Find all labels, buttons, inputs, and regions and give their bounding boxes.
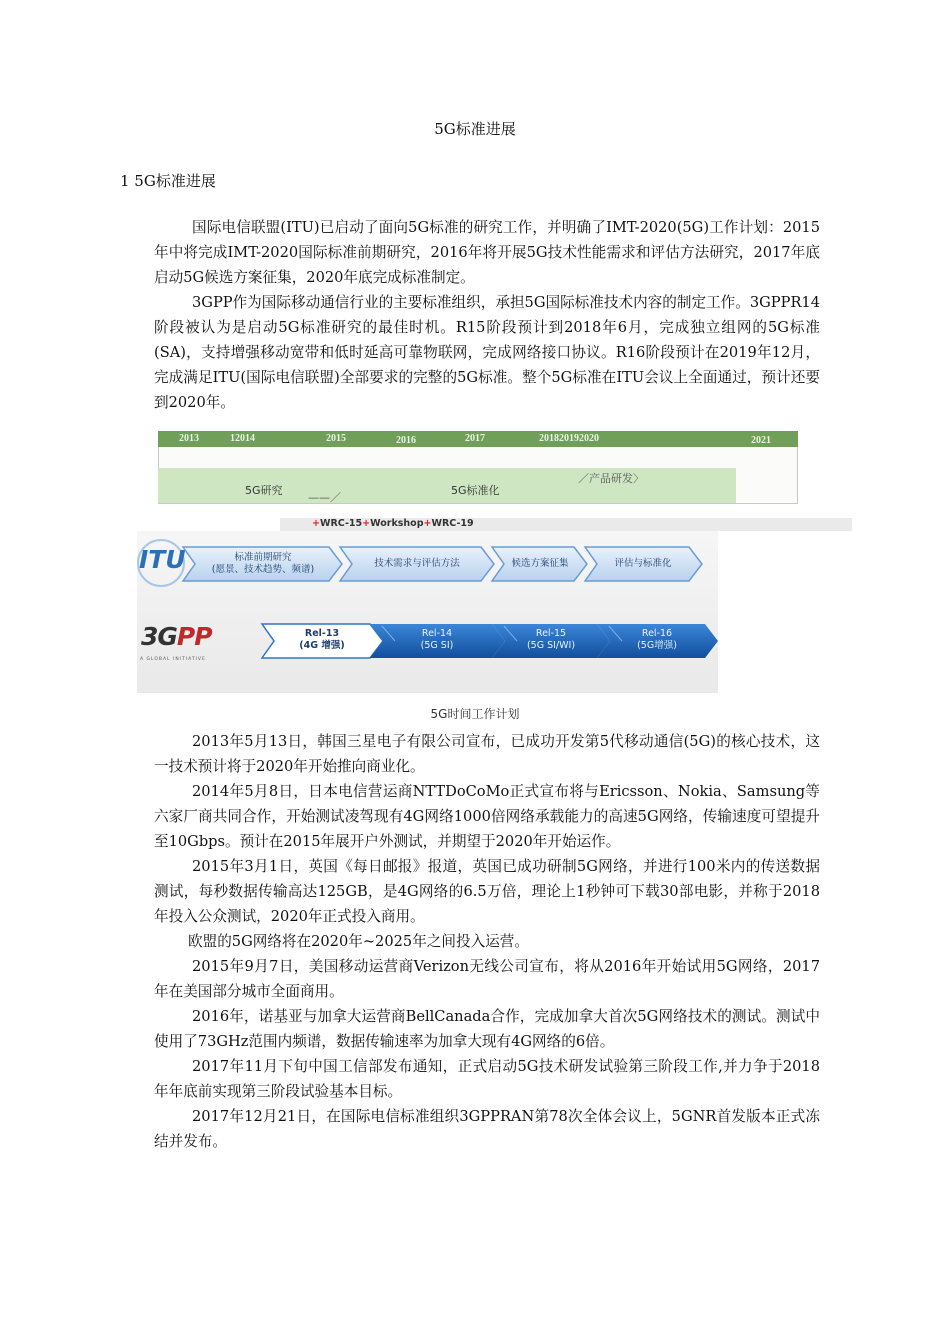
- paragraph-uk: 2015年3月1日，英国《每日邮报》报道，英国已成功研制5G网络，并进行100米内的传送数据测试，每秒数据传输高达125GB，是4G网络的6.5万倍，理论上1秒钟可下载30部电影，并称于2018年投入公众测试，2020年正式投入商用。: [154, 858, 820, 925]
- release-3-subtitle: (5G SI/WI): [526, 640, 576, 651]
- timeline-year: 2021: [751, 435, 771, 446]
- timeline-year: 201820192020: [539, 433, 599, 444]
- release-2-subtitle: (5G SI): [420, 640, 454, 651]
- timeline-figure: [158, 431, 798, 506]
- release-3-label: [505, 628, 597, 652]
- phase-research-label: 5G研究: [245, 484, 283, 497]
- phase-product-label: ／产品研发〉: [578, 472, 644, 485]
- paragraph-eu: 欧盟的5G网络将在2020年~2025年之间投入运营。: [188, 933, 529, 950]
- release-2-title: Rel-14: [421, 628, 453, 639]
- itu-logo: ITU: [139, 545, 186, 574]
- itu-stage-1-title: 标准前期研究: [234, 552, 292, 563]
- paragraph-nokia: 2016年，诺基亚与加拿大运营商BellCanada合作，完成加拿大首次5G网络技术的测试。测试中使用了73GHz范围内频谱，数据传输速率为加拿大现有4G网络的6倍。: [154, 1008, 820, 1050]
- paragraph-miit: 2017年11月下旬中国工信部发布通知，正式启动5G技术研发试验第三阶段工作,并力争于2018年年底前实现第三阶段试验基本目标。: [154, 1058, 820, 1100]
- timeline-year: 12014: [230, 433, 255, 444]
- release-2-label: [385, 628, 489, 652]
- release-1-label: [274, 628, 370, 652]
- phase-standardization-label: 5G标准化: [451, 484, 500, 497]
- history-text-block: [154, 729, 820, 1154]
- timeline-year: 2017: [465, 433, 485, 444]
- itu-stage-2-label: 技术需求与评估方法: [374, 558, 460, 569]
- wrc-strip: [280, 518, 852, 531]
- workshop-label: Workshop: [370, 518, 424, 529]
- paragraph-3gpp-nr: 2017年12月21日，在国际电信标准组织3GPPRAN第78次全体会议上，5GNR首发版本正式冻结并发布。: [154, 1108, 820, 1150]
- itu-stage-1-label: [199, 552, 327, 576]
- 3gpp-logo-pp: PP: [176, 622, 212, 651]
- timeline-year: 2013: [179, 433, 199, 444]
- itu-stage-1-subtitle: (愿景、技术趋势、频谱): [211, 564, 315, 575]
- timeline-year: 2016: [396, 435, 416, 446]
- paragraph-3gpp: 3GPP作为国际移动通信行业的主要标准组织，承担5G国际标准技术内容的制定工作。3GPPR14阶段被认为是启动5G标准研究的最佳时机。R15阶段预计到2018年6月，完成独立组网的5G标准(SA)，支持增强移动宽带和低时延高可靠物联网，完成网络接口协议。R16阶段预计在2019年12月，完成满足ITU(国际电信联盟)全部要求的完整的5G标准。整个5G标准在ITU会议上全面通过，预计还要到2020年。: [154, 294, 820, 411]
- phase-separator: ——／: [308, 491, 341, 504]
- itu-3gpp-diagram: [137, 531, 718, 693]
- release-3-title: Rel-15: [535, 628, 567, 639]
- paragraph-itu-plan: 国际电信联盟(ITU)已启动了面向5G标准的研究工作，并明确了IMT-2020(5G)工作计划：2015年中将完成IMT-2020国际标准前期研究，2016年将开展5G技术性能需求和评估方法研究，2017年底启动5G候选方案征集，2020年底完成标准制定。: [154, 219, 820, 286]
- figure-caption: 5G时间工作计划: [430, 707, 520, 721]
- release-1-subtitle: (4G 增强): [299, 640, 345, 651]
- 3gpp-tagline: A GLOBAL INITIATIVE: [140, 657, 206, 662]
- itu-stage-4-label: 评估与标准化: [614, 558, 672, 569]
- timeline-year-bar: [158, 431, 798, 447]
- release-4-title: Rel-16: [641, 628, 673, 639]
- wrc-labels: +WRC-15+Workshop+WRC-19: [312, 518, 474, 529]
- wrc-19-label: WRC-19: [431, 518, 474, 529]
- 3gpp-logo-3g: 3G: [141, 622, 177, 651]
- section-heading: 1 5G标准进展: [120, 172, 216, 190]
- release-1-title: Rel-13: [304, 628, 340, 639]
- paragraph-samsung: 2013年5月13日，韩国三星电子有限公司宣布，已成功开发第5代移动通信(5G)的核心技术，这一技术预计将于2020年开始推向商业化。: [154, 733, 820, 775]
- doc-title: 5G标准进展: [434, 120, 516, 138]
- paragraph-verizon: 2015年9月7日，美国移动运营商Verizon无线公司宣布，将从2016年开始试用5G网络，2017年在美国部分城市全面商用。: [154, 958, 820, 1000]
- release-4-subtitle: (5G增强): [637, 640, 677, 651]
- itu-stage-3-label: 候选方案征集: [511, 558, 569, 569]
- release-4-label: [610, 628, 704, 652]
- timeline-year: 2015: [326, 433, 346, 444]
- paragraph-docomo: 2014年5月8日，日本电信营运商NTTDoCoMo正式宣布将与Ericsson、Nokia、Samsung等六家厂商共同合作，开始测试凌驾现有4G网络1000倍网络承载能力的高速5G网络，传输速度可望提升至10Gbps。预计在2015年展开户外测试，并期望于2020年开始运作。: [154, 783, 820, 850]
- wrc-15-label: WRC-15: [319, 518, 363, 529]
- intro-text-block: [154, 215, 820, 415]
